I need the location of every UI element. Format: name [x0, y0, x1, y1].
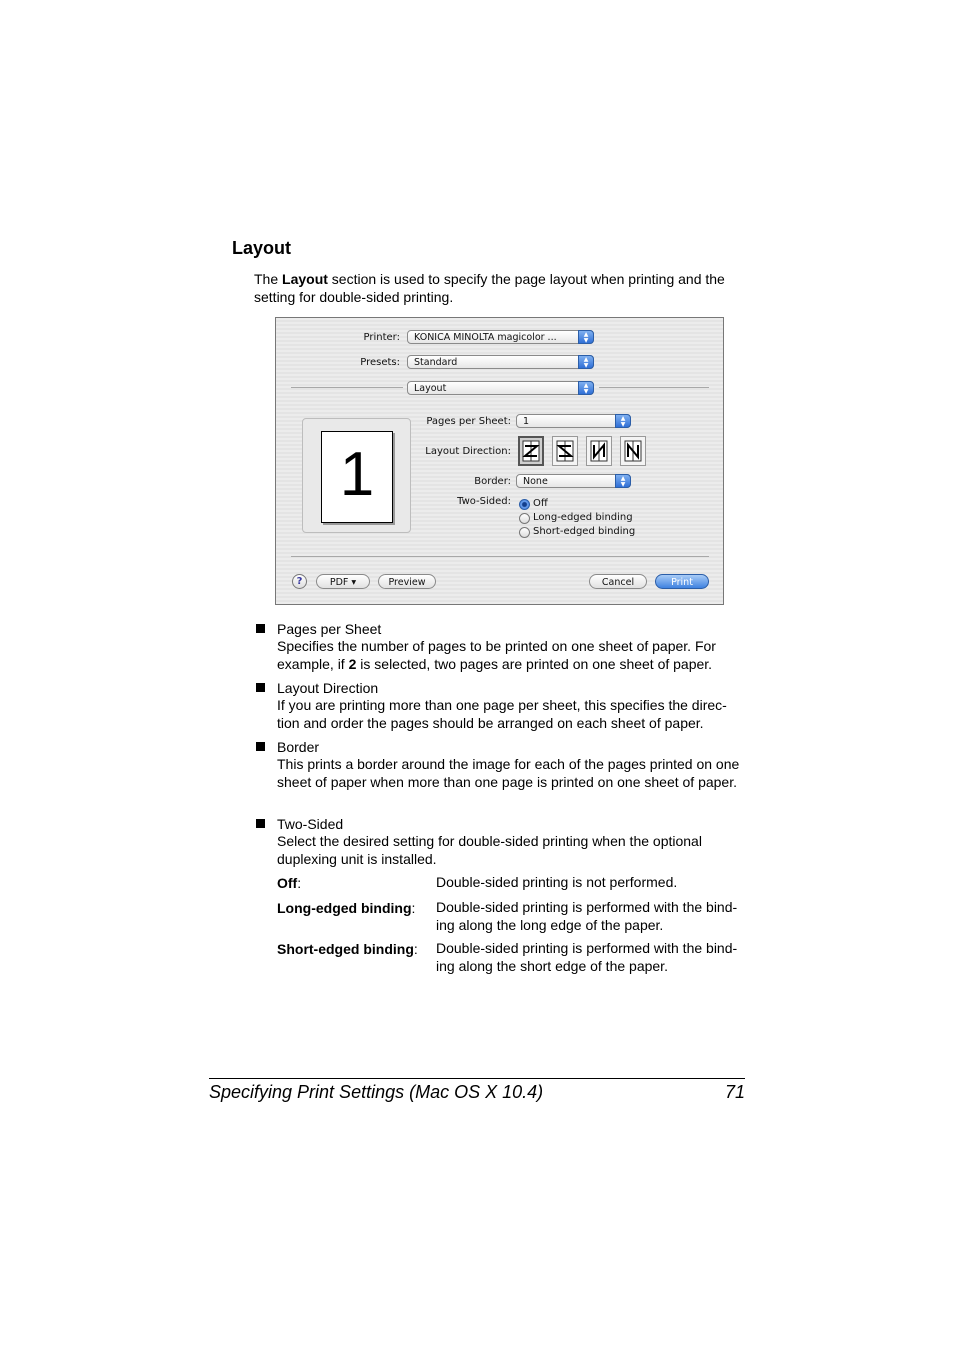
border-popup[interactable] — [516, 474, 631, 488]
item-desc-layout-direction: If you are printing more than one page per sheet, this specifies the direc-tion and order the pages should be arranged on each sheet of paper. — [277, 697, 727, 731]
section-title: Layout — [232, 238, 292, 258]
footer-title: Specifying Print Settings (Mac OS X 10.4) — [209, 1082, 544, 1102]
item-desc-text: Specifies the number of pages to be printed on one sheet of paper. For example, if — [277, 638, 716, 672]
presets-popup[interactable] — [407, 355, 594, 369]
term-short-edged — [277, 940, 418, 958]
item-title-layout-direction: Layout Direction — [277, 680, 379, 696]
printer-value: KONICA MINOLTA magicolor ... — [414, 332, 557, 343]
preview-button[interactable]: Preview — [378, 574, 436, 589]
help-button[interactable]: ? — [292, 574, 307, 589]
layout-reverse-n-icon — [621, 437, 645, 465]
preview-page-number: 1 — [339, 440, 375, 509]
term-text: Short-edged binding — [277, 941, 414, 957]
intro-paragraph — [254, 270, 754, 306]
divider-right — [599, 387, 709, 388]
print-dialog — [275, 317, 724, 605]
item-desc-two-sided: Select the desired setting for double-sided printing when the optional duplexing unit is installed. — [277, 833, 702, 867]
item-title-pages-per-sheet: Pages per Sheet — [277, 621, 382, 637]
page-number: 71 — [724, 1082, 745, 1102]
updown-arrows-icon: ▲ ▼ — [578, 381, 594, 395]
divider-left — [291, 387, 403, 388]
intro-text-rest: section is used to specify the page layout when printing and the setting for double-sided printing. — [254, 271, 725, 305]
pdf-button[interactable]: PDF ▾ — [316, 574, 370, 589]
two-sided-label: Two-Sided: — [457, 496, 511, 507]
two-sided-off-label: Off — [533, 498, 548, 509]
preview-page — [321, 431, 393, 523]
two-sided-long-edge-label: Long-edged binding — [533, 512, 633, 523]
border-label: Border: — [474, 476, 511, 487]
updown-arrows-icon: ▲ ▼ — [615, 474, 631, 488]
layout-direction-label: Layout Direction: — [425, 446, 511, 457]
item-desc-pages-per-sheet — [277, 638, 747, 673]
footer-rule — [209, 1078, 745, 1079]
def-long-edged: Double-sided printing is performed with the bind-ing along the long edge of the paper. — [436, 899, 738, 933]
printer-popup[interactable] — [407, 330, 594, 344]
intro-text: The — [254, 271, 283, 287]
pages-per-sheet-value: 1 — [523, 416, 530, 427]
term-text: Off — [277, 875, 298, 891]
updown-arrows-icon: ▲ ▼ — [615, 414, 631, 428]
print-button[interactable]: Print — [655, 574, 709, 589]
layout-reverse-z-icon — [553, 437, 577, 465]
term-off — [277, 874, 301, 892]
two-sided-short-edge-label: Short-edged binding — [533, 526, 636, 537]
bullet-icon — [256, 683, 265, 692]
term-long-edged — [277, 899, 415, 917]
border-value: None — [523, 476, 548, 487]
bottom-divider — [291, 556, 709, 557]
term-suffix: : — [413, 941, 418, 957]
two-sided-long-edge-radio[interactable] — [519, 513, 530, 524]
item-title-border: Border — [277, 739, 320, 755]
printer-label: Printer: — [363, 332, 400, 343]
item-desc-border: This prints a border around the image for each of the pages printed on one sheet of paper when more than one page is printed on one sheet of paper. — [277, 756, 740, 790]
item-title-two-sided: Two-Sided — [277, 816, 344, 832]
pages-per-sheet-label: Pages per Sheet: — [426, 416, 511, 427]
bullet-icon — [256, 742, 265, 751]
bullet-icon — [256, 624, 265, 633]
page-preview — [302, 418, 411, 533]
panel-popup[interactable] — [407, 381, 594, 395]
def-off: Double-sided printing is not performed. — [436, 874, 678, 890]
layout-direction-n-button[interactable] — [586, 436, 612, 466]
layout-direction-reverse-z-button[interactable] — [552, 436, 578, 466]
bullet-icon — [256, 819, 265, 828]
presets-value: Standard — [414, 357, 458, 368]
item-desc-text-rest: is selected, two pages are printed on one sheet of paper. — [356, 655, 713, 672]
pages-per-sheet-popup[interactable] — [516, 414, 631, 428]
two-sided-off-radio[interactable] — [519, 499, 530, 510]
term-suffix: : — [411, 900, 416, 916]
updown-arrows-icon: ▲ ▼ — [578, 355, 594, 369]
panel-value: Layout — [414, 383, 447, 394]
cancel-button[interactable]: Cancel — [589, 574, 647, 589]
updown-arrows-icon: ▲ ▼ — [578, 330, 594, 344]
layout-direction-reverse-n-button[interactable] — [620, 436, 646, 466]
layout-n-icon — [587, 437, 611, 465]
def-short-edged: Double-sided printing is performed with the bind-ing along the short edge of the paper. — [436, 940, 738, 974]
term-text: Long-edged binding — [277, 900, 412, 916]
layout-direction-z-button[interactable] — [518, 436, 544, 466]
item-desc-bold: 2 — [348, 655, 357, 672]
presets-label: Presets: — [360, 357, 400, 368]
layout-z-icon — [520, 438, 542, 464]
two-sided-short-edge-radio[interactable] — [519, 527, 530, 538]
term-suffix: : — [297, 875, 302, 891]
intro-bold-term: Layout — [282, 271, 328, 287]
